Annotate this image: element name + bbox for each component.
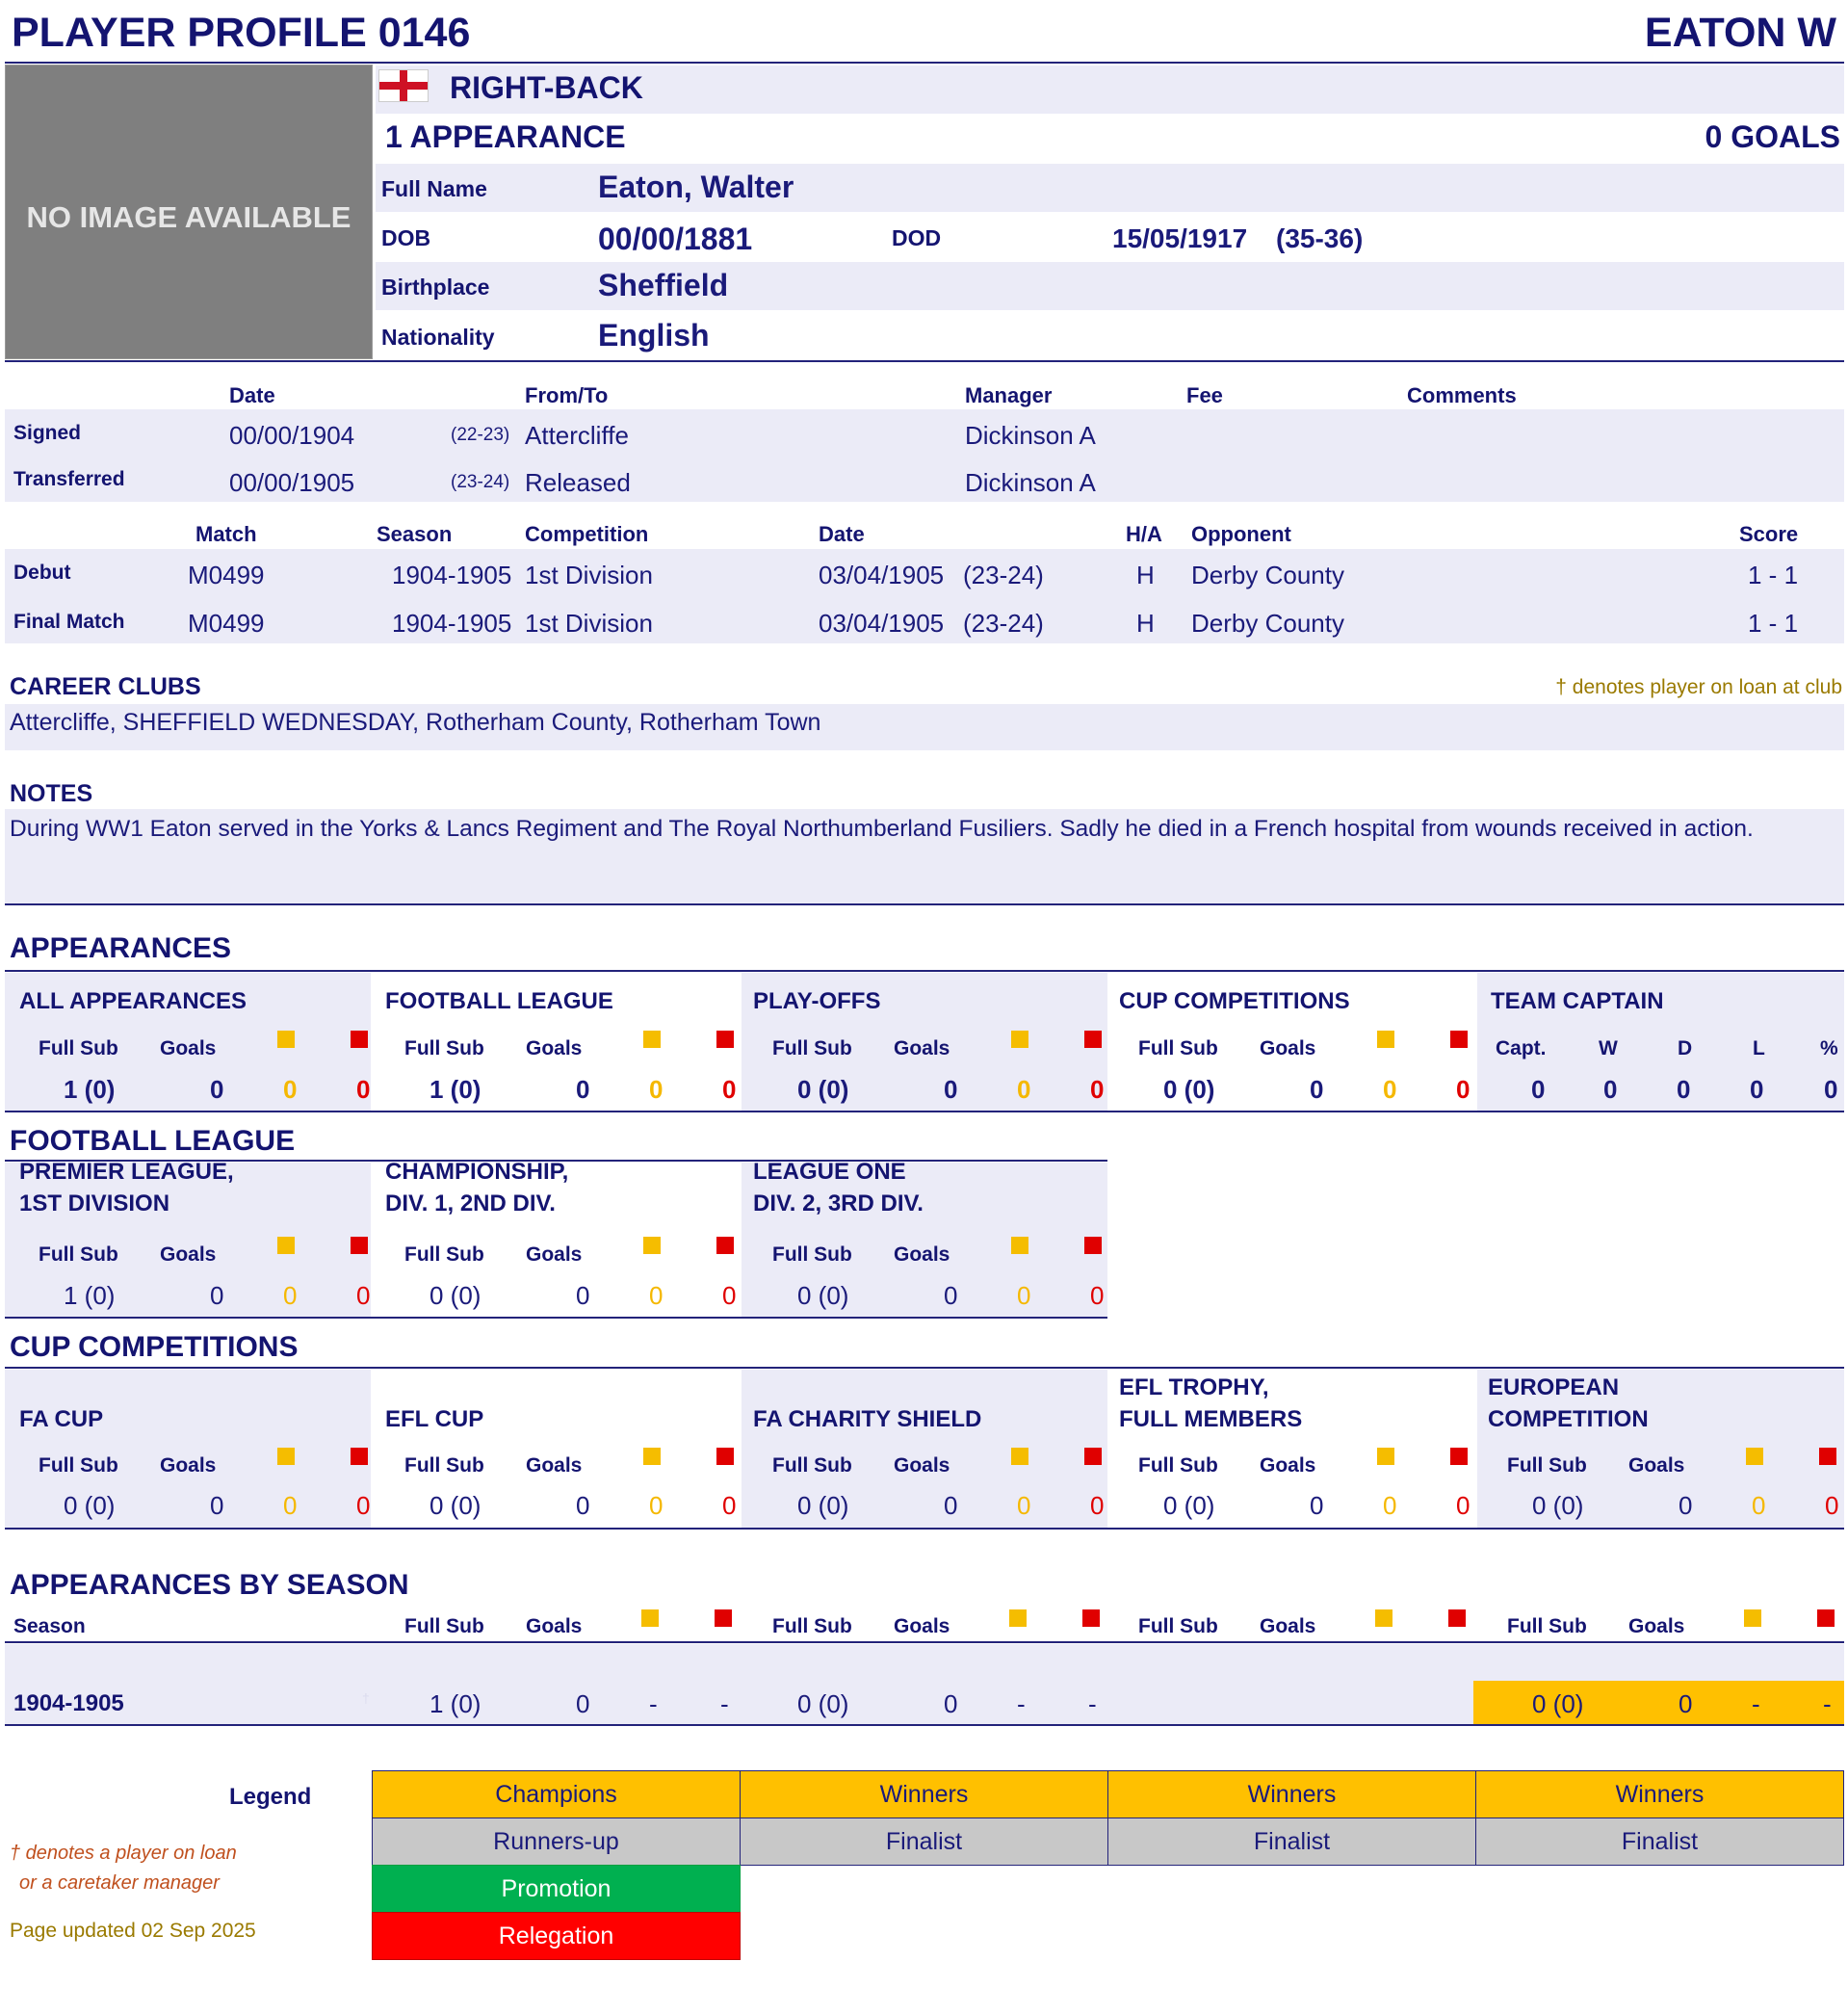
stat-block-title: DIV. 1, 2ND DIV. — [385, 1190, 556, 1216]
dob-label: DOB — [381, 225, 431, 250]
stat-yellow: 0 — [283, 1281, 298, 1310]
legend-runners-up: Runners-up — [372, 1818, 741, 1866]
header-rule — [5, 62, 1844, 64]
page-title: PLAYER PROFILE 0146 — [12, 10, 471, 56]
col-goals: Goals — [160, 1243, 217, 1266]
col-goals: Goals — [1260, 1454, 1316, 1477]
stat-full-sub: 0 (0) — [797, 1281, 849, 1310]
yellow-card-icon — [277, 1031, 295, 1048]
stat-yellow: 0 — [283, 1075, 298, 1104]
yellow-card-icon — [1011, 1031, 1028, 1048]
stat-goals: 0 — [210, 1281, 224, 1310]
match-header-score: Score — [1739, 522, 1799, 546]
yellow-card-icon — [1009, 1609, 1027, 1627]
col-full-sub: Full Sub — [1138, 1037, 1218, 1059]
career-clubs-list: Attercliffe, SHEFFIELD WEDNESDAY, Rotherham County, Rotherham Town — [10, 709, 821, 736]
nationality-value: English — [598, 318, 710, 353]
stat-goals: 0 — [576, 1281, 590, 1310]
col-goals: Goals — [526, 1615, 583, 1637]
yellow-card-icon — [1377, 1448, 1394, 1465]
col-full-sub: Full Sub — [1138, 1454, 1218, 1477]
col-full-sub: Full Sub — [404, 1243, 484, 1266]
career-clubs-title: CAREER CLUBS — [10, 673, 201, 700]
red-card-icon — [351, 1448, 368, 1465]
stat-full-sub: 0 (0) — [1163, 1075, 1215, 1104]
red-card-icon — [1817, 1609, 1835, 1627]
season-full-sub: 1 (0) — [429, 1689, 482, 1718]
red-card-icon — [716, 1031, 734, 1048]
legend-finalist: Finalist — [1475, 1818, 1844, 1866]
col-full-sub: Full Sub — [772, 1454, 852, 1477]
loan-dagger: † — [362, 1690, 370, 1706]
stat-yellow: 0 — [1383, 1075, 1397, 1104]
season-goals: 0 — [576, 1689, 590, 1718]
col-goals: Goals — [894, 1037, 950, 1059]
stat-red: 0 — [1456, 1491, 1471, 1520]
yellow-card-icon — [643, 1448, 661, 1465]
red-card-icon — [716, 1237, 734, 1254]
full-name-value: Eaton, Walter — [598, 170, 794, 204]
england-flag-icon — [378, 69, 429, 102]
match-header-competition: Competition — [525, 522, 649, 546]
season-name: 1904-1905 — [13, 1690, 124, 1716]
yellow-card-icon — [1744, 1609, 1761, 1627]
football-league-title: FOOTBALL LEAGUE — [10, 1125, 296, 1157]
goal-count: 0 GOALS — [1705, 119, 1840, 154]
stat-goals: 0 — [944, 1075, 958, 1104]
col-goals: Goals — [160, 1037, 217, 1059]
col-full-sub: Full Sub — [404, 1615, 484, 1637]
season-red: - — [1088, 1689, 1097, 1718]
dod-label: DOD — [892, 225, 942, 250]
player-photo-placeholder — [5, 65, 373, 359]
stat-red: 0 — [1090, 1281, 1105, 1310]
match-header-opponent: Opponent — [1191, 522, 1291, 546]
match-header-date: Date — [819, 522, 865, 546]
col-goals: Goals — [1628, 1615, 1685, 1637]
col-goals: Goals — [1260, 1037, 1316, 1059]
legend-finalist: Finalist — [740, 1818, 1108, 1866]
col-full-sub: Full Sub — [404, 1037, 484, 1059]
stat-block-title: 1ST DIVISION — [19, 1190, 170, 1216]
stat-goals: 0 — [1679, 1491, 1693, 1520]
cup-competitions-title: CUP COMPETITIONS — [10, 1331, 299, 1363]
col-full-sub: Full Sub — [39, 1243, 118, 1266]
stat-block-title: EFL CUP — [385, 1406, 484, 1432]
stat-block-title: FOOTBALL LEAGUE — [385, 988, 613, 1014]
stat-block-title: DIV. 2, 3RD DIV. — [753, 1190, 924, 1216]
stat-full-sub: 0 (0) — [1163, 1491, 1215, 1520]
season-goals: 0 — [944, 1689, 958, 1718]
notes-title: NOTES — [10, 780, 93, 807]
col-full-sub: Full Sub — [404, 1454, 484, 1477]
red-card-icon — [1084, 1031, 1102, 1048]
stat-red: 0 — [722, 1075, 737, 1104]
by-season-title: APPEARANCES BY SEASON — [10, 1569, 409, 1601]
stat-full-sub: 1 (0) — [64, 1075, 116, 1104]
yellow-card-icon — [1011, 1448, 1028, 1465]
stat-yellow: 0 — [1752, 1491, 1766, 1520]
stat-block-title: CHAMPIONSHIP, — [385, 1159, 569, 1185]
season-yellow: - — [1017, 1689, 1026, 1718]
yellow-card-icon — [1746, 1448, 1763, 1465]
legend-relegation: Relegation — [372, 1912, 741, 1960]
stat-yellow: 0 — [649, 1075, 664, 1104]
birthplace-value: Sheffield — [598, 268, 729, 302]
player-short-name: EATON W — [1644, 10, 1836, 56]
legend-caretaker-note: or a caretaker manager — [19, 1872, 220, 1894]
col-goals: Goals — [526, 1037, 583, 1059]
stat-block-title: ALL APPEARANCES — [19, 988, 247, 1014]
stat-goals: 0 — [1310, 1075, 1324, 1104]
season-red: - — [720, 1689, 729, 1718]
yellow-card-icon — [1375, 1609, 1393, 1627]
red-card-icon — [1084, 1237, 1102, 1254]
red-card-icon — [1082, 1609, 1100, 1627]
red-card-icon — [1448, 1609, 1466, 1627]
notes-text: During WW1 Eaton served in the Yorks & Lancs Regiment and The Royal Northumberland Fusiliers. Sadly he died in a French hospital from wounds received in action. — [10, 816, 1754, 842]
yellow-card-icon — [641, 1609, 659, 1627]
yellow-card-icon — [643, 1031, 661, 1048]
stat-yellow: 0 — [1383, 1491, 1397, 1520]
stat-block-title: PREMIER LEAGUE, — [19, 1159, 234, 1185]
match-header-ha: H/A — [1126, 522, 1162, 546]
stat-block-title: CUP COMPETITIONS — [1119, 988, 1350, 1014]
loan-note: † denotes player on loan at club — [1555, 676, 1842, 698]
stat-block-title: EUROPEAN — [1488, 1374, 1620, 1400]
stat-full-sub: 0 (0) — [64, 1491, 116, 1520]
stat-red: 0 — [722, 1281, 737, 1310]
red-card-icon — [715, 1609, 732, 1627]
red-card-icon — [716, 1448, 734, 1465]
player-position: RIGHT-BACK — [450, 70, 643, 105]
match-header-match: Match — [195, 522, 257, 546]
col-goals: Goals — [894, 1615, 950, 1637]
transfer-header-date: Date — [229, 383, 275, 407]
stat-yellow: 0 — [1017, 1491, 1031, 1520]
season-col-label: Season — [13, 1615, 86, 1637]
yellow-card-icon — [643, 1237, 661, 1254]
season-goals: 0 — [1679, 1689, 1693, 1718]
col-full-sub: Full Sub — [1507, 1454, 1587, 1477]
nationality-label: Nationality — [381, 325, 495, 350]
yellow-card-icon — [277, 1237, 295, 1254]
dod-age: (35-36) — [1276, 223, 1364, 253]
legend-winners: Winners — [1107, 1770, 1476, 1818]
col-goals: Goals — [894, 1454, 950, 1477]
no-image-text: NO IMAGE AVAILABLE — [26, 200, 351, 234]
col-full-sub: Full Sub — [39, 1037, 118, 1059]
legend-loan-note: † denotes a player on loan — [10, 1843, 237, 1864]
legend-winners: Winners — [740, 1770, 1108, 1818]
stat-yellow: 0 — [649, 1281, 664, 1310]
red-card-icon — [351, 1031, 368, 1048]
match-header-season: Season — [377, 522, 453, 546]
stat-red: 0 — [356, 1281, 371, 1310]
stat-full-sub: 0 (0) — [429, 1281, 482, 1310]
birthplace-label: Birthplace — [381, 275, 490, 300]
col-goals: Goals — [526, 1454, 583, 1477]
stat-block-title: FA CUP — [19, 1406, 104, 1432]
col-goals: Goals — [1628, 1454, 1685, 1477]
transfer-header-comments: Comments — [1407, 383, 1517, 407]
stat-goals: 0 — [1310, 1491, 1324, 1520]
full-name-label: Full Name — [381, 176, 487, 201]
red-card-icon — [351, 1237, 368, 1254]
legend-finalist: Finalist — [1107, 1818, 1476, 1866]
stat-block-title: COMPETITION — [1488, 1406, 1649, 1432]
stat-full-sub: 0 (0) — [1532, 1491, 1584, 1520]
stat-red: 0 — [722, 1491, 737, 1520]
legend-promotion: Promotion — [372, 1865, 741, 1913]
col-full-sub: Full Sub — [772, 1243, 852, 1266]
stat-goals: 0 — [576, 1491, 590, 1520]
col-goals: Goals — [1260, 1615, 1316, 1637]
red-card-icon — [1450, 1448, 1468, 1465]
stat-full-sub: 1 (0) — [429, 1075, 482, 1104]
transfer-header-fromto: From/To — [525, 383, 609, 407]
stat-yellow: 0 — [283, 1491, 298, 1520]
stat-block-title: FULL MEMBERS — [1119, 1406, 1303, 1432]
stat-full-sub: 0 (0) — [797, 1075, 849, 1104]
stat-full-sub: 0 (0) — [429, 1491, 482, 1520]
stat-red: 0 — [1456, 1075, 1471, 1104]
season-red: - — [1823, 1689, 1832, 1718]
page-updated: Page updated 02 Sep 2025 — [10, 1920, 256, 1942]
stat-red: 0 — [356, 1075, 371, 1104]
col-full-sub: Full Sub — [772, 1037, 852, 1059]
dod-value: 15/05/1917 — [1112, 223, 1248, 253]
legend-champions: Champions — [372, 1770, 741, 1818]
col-full-sub: Full Sub — [772, 1615, 852, 1637]
legend-title: Legend — [229, 1784, 312, 1810]
stat-red: 0 — [1825, 1491, 1839, 1520]
red-card-icon — [1084, 1448, 1102, 1465]
stat-full-sub: 0 (0) — [797, 1491, 849, 1520]
col-goals: Goals — [894, 1243, 950, 1266]
appearance-count: 1 APPEARANCE — [385, 119, 626, 154]
yellow-card-icon — [1377, 1031, 1394, 1048]
red-card-icon — [1819, 1448, 1836, 1465]
yellow-card-icon — [277, 1448, 295, 1465]
stat-block-title: EFL TROPHY, — [1119, 1374, 1269, 1400]
col-full-sub: Full Sub — [1507, 1615, 1587, 1637]
stat-red: 0 — [1090, 1075, 1105, 1104]
season-full-sub: 0 (0) — [1532, 1689, 1584, 1718]
season-yellow: - — [1752, 1689, 1760, 1718]
dob-value: 00/00/1881 — [598, 222, 753, 256]
yellow-card-icon — [1011, 1237, 1028, 1254]
transfer-header-fee: Fee — [1186, 383, 1223, 407]
legend-winners: Winners — [1475, 1770, 1844, 1818]
season-full-sub: 0 (0) — [797, 1689, 849, 1718]
col-full-sub: Full Sub — [1138, 1615, 1218, 1637]
stat-goals: 0 — [210, 1075, 224, 1104]
col-goals: Goals — [526, 1243, 583, 1266]
stat-goals: 0 — [210, 1491, 224, 1520]
stat-full-sub: 1 (0) — [64, 1281, 116, 1310]
stat-goals: 0 — [944, 1281, 958, 1310]
stat-red: 0 — [356, 1491, 371, 1520]
appearances-title: APPEARANCES — [10, 932, 232, 964]
transfer-header-manager: Manager — [965, 383, 1053, 407]
col-goals: Goals — [160, 1454, 217, 1477]
stat-red: 0 — [1090, 1491, 1105, 1520]
stat-block-title: PLAY-OFFS — [753, 988, 881, 1014]
red-card-icon — [1450, 1031, 1468, 1048]
stat-yellow: 0 — [649, 1491, 664, 1520]
col-full-sub: Full Sub — [39, 1454, 118, 1477]
stat-block-title: FA CHARITY SHIELD — [753, 1406, 982, 1432]
stat-yellow: 0 — [1017, 1281, 1031, 1310]
stat-block-title: LEAGUE ONE — [753, 1159, 906, 1185]
stat-goals: 0 — [944, 1491, 958, 1520]
season-yellow: - — [649, 1689, 658, 1718]
stat-goals: 0 — [576, 1075, 590, 1104]
stat-yellow: 0 — [1017, 1075, 1031, 1104]
